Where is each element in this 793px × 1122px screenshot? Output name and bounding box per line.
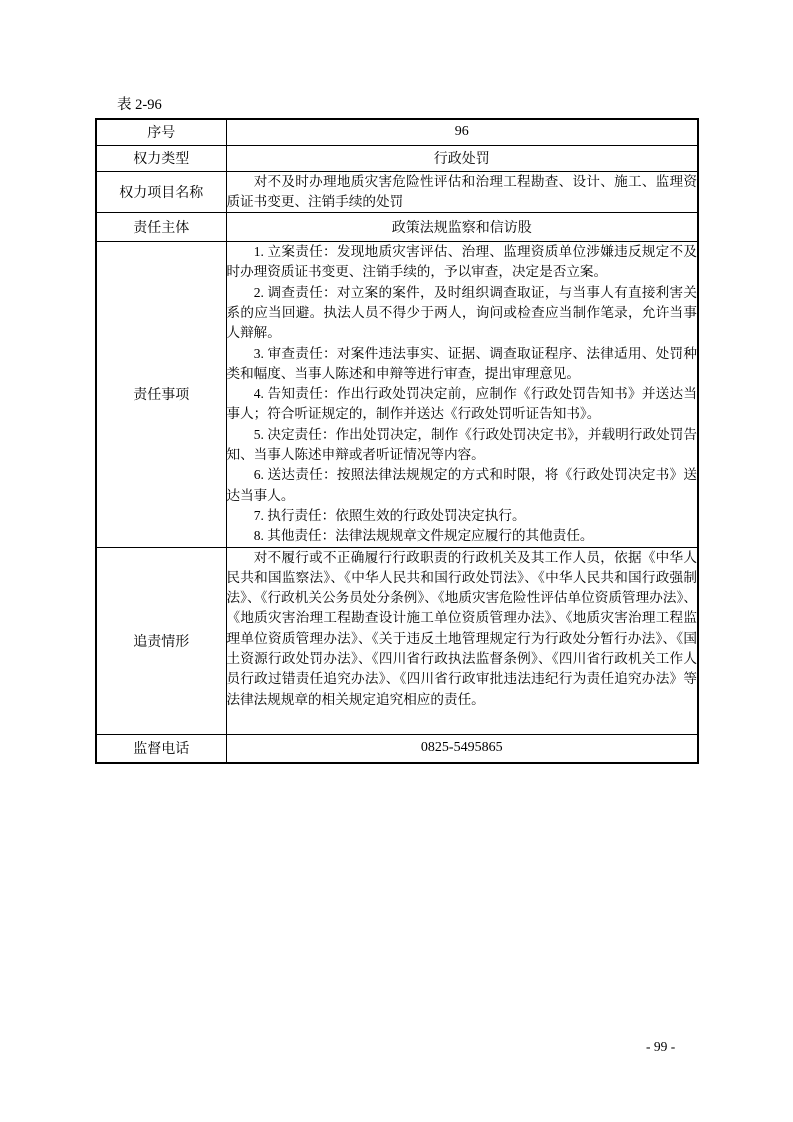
table-row	[96, 171, 698, 213]
accountability-value	[226, 547, 698, 734]
table-caption: 表 2-96	[117, 97, 162, 113]
table-row	[96, 547, 698, 734]
power-type-value: 行政处罚	[226, 145, 698, 171]
accountability-label: 追责情形	[96, 547, 226, 734]
table-row	[96, 119, 698, 145]
supervision-phone-label: 监督电话	[96, 734, 226, 763]
duty-item: 6. 送达责任：按照法律法规规定的方式和时限，将《行政处罚决定书》送达当事人。	[226, 467, 697, 503]
table-row	[96, 734, 698, 763]
responsibility-table	[95, 118, 699, 764]
power-item-name-text: 对不及时办理地质灾害危险性评估和治理工程勘查、设计、施工、监理资质证书变更、注销手续的处罚	[226, 173, 697, 209]
serial-label: 序号	[96, 119, 226, 145]
page-number: - 99 -	[646, 1039, 676, 1054]
power-item-name-value	[226, 171, 698, 213]
duty-items-value	[226, 242, 698, 547]
duty-item: 2. 调查责任：对立案的案件，及时组织调查取证，与当事人有直接利害关系的应当回避。执法人员不得少于两人，询问或检查应当制作笔录，允许当事人辩解。	[226, 284, 697, 341]
table-row	[96, 145, 698, 171]
duty-item: 5. 决定责任：作出处罚决定，制作《行政处罚决定书》，并载明行政处罚告知、当事人陈述申辩或者听证情况等内容。	[226, 426, 697, 463]
duty-item: 4. 告知责任：作出行政处罚决定前，应制作《行政处罚告知书》并送达当事人；符合听证规定的，制作并送达《行政处罚听证告知书》。	[226, 386, 697, 422]
supervision-phone-value: 0825-5495865	[226, 734, 698, 763]
duty-item: 3. 审查责任：对案件违法事实、证据、调查取证程序、法律适用、处罚种类和幅度、当事人陈述和申辩等进行审查，提出审理意见。	[226, 345, 697, 381]
accountability-text: 对不履行或不正确履行行政职责的行政机关及其工作人员，依据《中华人民共和国监察法》、《中华人民共和国行政处罚法》、《中华人民共和国行政强制法》、《行政机关公务员处分条例》、《地质灾害危险性评估单位资质管理办法》、《地质灾害治理工程勘查设计施工单位资质管理办法》、《地质灾害治理工程监理单位资质管理办法》、《关于违反土地管理规定行为行政处分暂行办法》、《国土资源行政处罚办法》、《四川省行政执法监督条例》、《四川省行政机关工作人员行政过错责任追究办法》、《四川省行政审批违法违纪行为责任追究办法》等法律法规规章的相关规定追究相应的责任。	[226, 549, 697, 707]
duty-item: 7. 执行责任：依照生效的行政处罚决定执行。	[253, 507, 526, 523]
responsible-body-label: 责任主体	[96, 213, 226, 242]
power-type-label: 权力类型	[96, 145, 226, 171]
responsible-body-value: 政策法规监察和信访股	[226, 213, 698, 242]
power-item-name-label: 权力项目名称	[96, 171, 226, 213]
duty-item: 1. 立案责任：发现地质灾害评估、治理、监理资质单位涉嫌违反规定不及时办理资质证书变更、注销手续的，予以审查，决定是否立案。	[226, 244, 697, 280]
table-row	[96, 213, 698, 242]
serial-value: 96	[226, 119, 698, 145]
table-row	[96, 242, 698, 547]
duty-items-label: 责任事项	[96, 242, 226, 547]
duty-item: 8. 其他责任：法律法规规章文件规定应履行的其他责任。	[253, 528, 594, 544]
